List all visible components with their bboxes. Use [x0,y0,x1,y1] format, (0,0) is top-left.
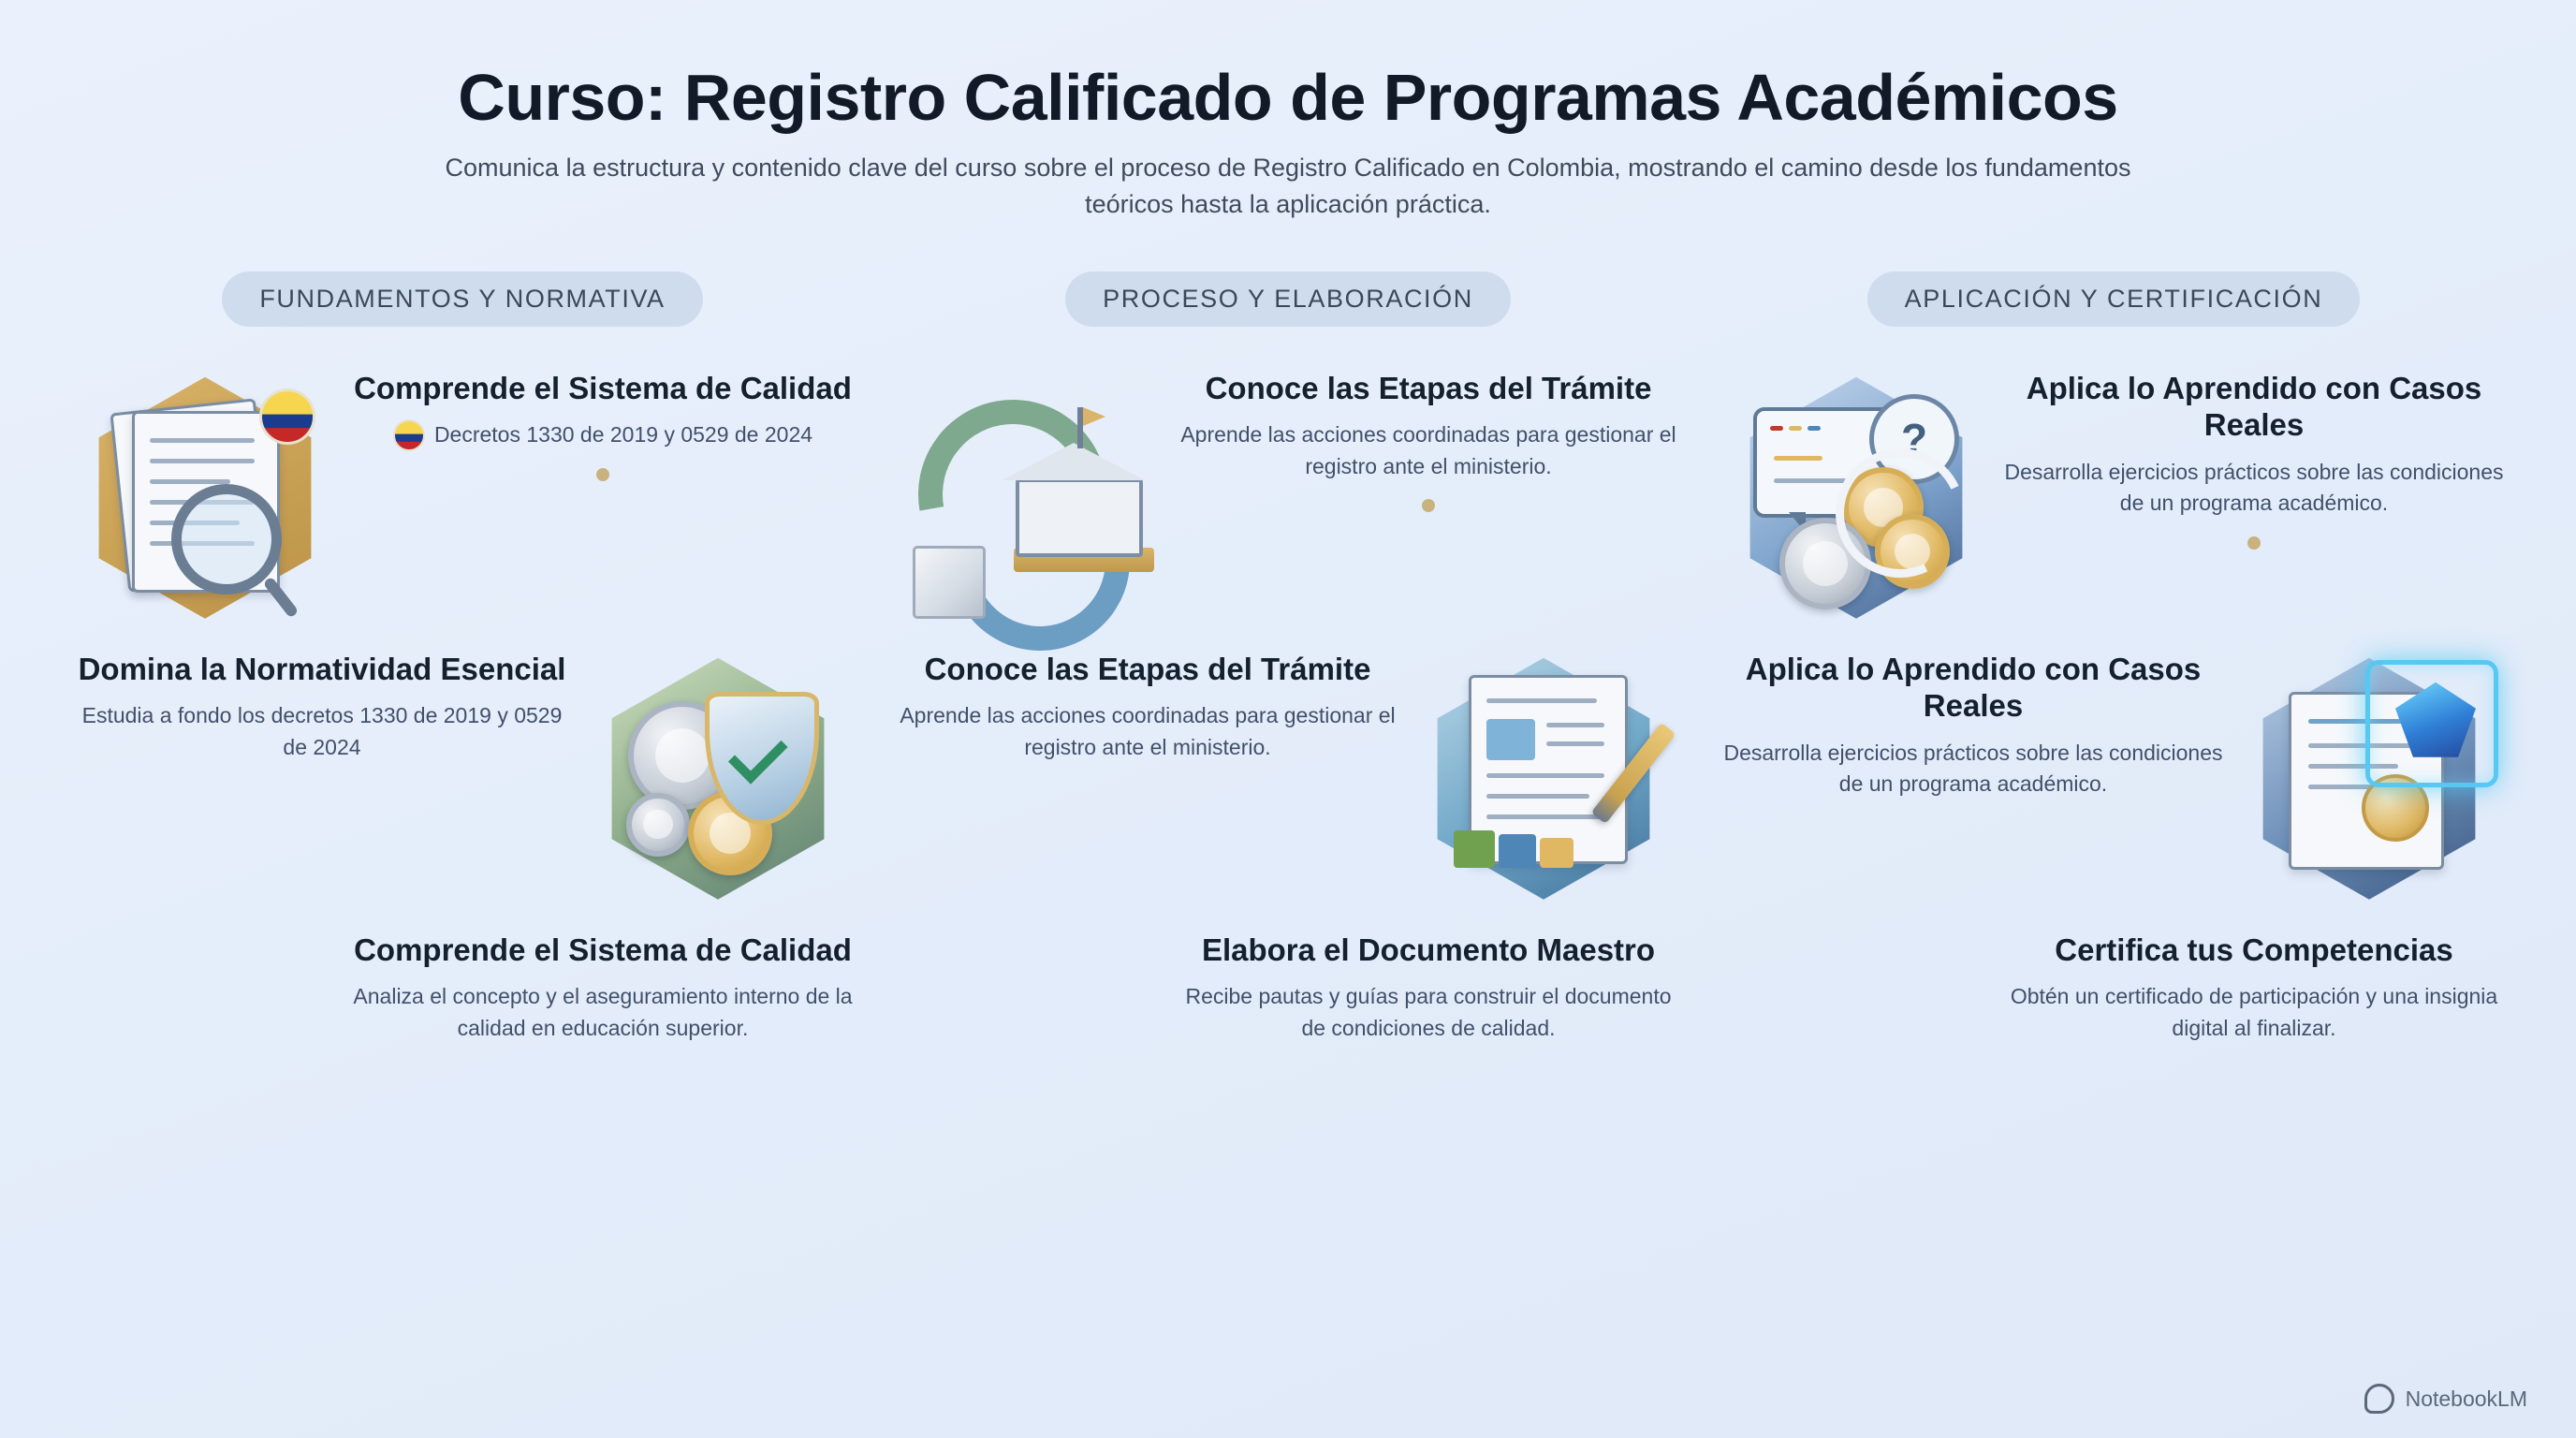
step-sistema-calidad-detalle [66,924,859,1044]
colombia-emblem-icon [393,419,425,451]
icon-cell [891,362,1172,634]
step-desc: Recibe pautas y guías para construir el documento de condiciones de calidad. [1185,984,1672,1040]
column-badge-aplicacion: APLICACIÓN Y CERTIFICACIÓN [1867,271,2361,327]
icon-cell [1717,362,1998,634]
step-documento-maestro [891,643,1685,915]
step-title: Elabora el Documento Maestro [1201,932,1656,967]
step-title: Conoce las Etapas del Trámite [924,651,1371,686]
step-title: Conoce las Etapas del Trámite [1205,370,1652,405]
step-etapas-tramite [891,362,1685,634]
text-cell [346,924,859,1044]
page-subtitle: Comunica la estructura y contenido clave del curso sobre el proceso de Registro Calificado en Colombia, mostrando el camino desde los fundamentos teóricos hasta la aplicación práctica. [445,153,2131,218]
text-cell [1998,362,2510,570]
block-cubes [1540,838,1573,868]
column-aplicacion [1717,271,2510,1053]
step-desc: Analiza el concepto y el aseguramiento interno de la calidad en educación superior. [353,984,853,1040]
step-note-text: Decretos 1330 de 2019 y 0529 de 2024 [433,422,813,448]
step-desc: Estudia a fondo los decretos 1330 de 2019 y 0529 de 2024 [81,703,563,759]
footer-brand [2364,1384,2527,1414]
icon-cell [66,362,346,634]
icon-cell [578,643,859,915]
step-sistema-calidad [66,643,859,915]
text-cell [66,643,578,763]
step-title: Comprende el Sistema de Calidad [354,932,852,967]
step-title: Domina la Normatividad Esencial [78,651,566,686]
question-mark-icon: ? [1869,394,1959,484]
step-desc: Aprende las acciones coordinadas para gestionar el registro ante el ministerio. [900,703,1396,759]
text-cell [346,362,859,503]
step-documento-maestro-detalle [891,924,1685,1044]
notebooklm-logo-icon [2364,1384,2394,1414]
step-note [352,419,854,451]
block-cubes [1499,834,1536,868]
step-desc: Obtén un certificado de participación y una insignia digital al finalizar. [2010,984,2498,1040]
text-cell [1998,924,2510,1044]
text-cell [891,643,1404,763]
step-desc: Aprende las acciones coordinadas para gestionar el registro ante el ministerio. [1180,422,1676,478]
connector-dot [2247,536,2261,550]
gears-shield-icon [583,643,855,915]
step-casos-reales [1717,362,2510,634]
colombia-emblem-icon [259,389,315,445]
column-badge-fundamentos: FUNDAMENTOS Y NORMATIVA [222,271,702,327]
block-cubes [1454,830,1495,868]
documents-magnifier-icon [70,362,342,634]
header [66,61,2510,223]
text-cell [1172,362,1685,533]
step-certifica-detalle [1717,924,2510,1044]
step-title: Aplica lo Aprendido con Casos Reales [2026,370,2482,443]
text-cell [1172,924,1685,1044]
connector-dot [1422,499,1435,512]
page-title: Curso: Registro Calificado de Programas Académicos [458,61,2118,134]
certificate-gem-icon [2234,643,2506,915]
icon-cell [1404,643,1685,915]
column-badge-proceso: PROCESO Y ELABORACIÓN [1065,271,1511,327]
icon-cell [2230,643,2510,915]
column-fundamentos [66,271,859,1053]
connector-dot [596,468,609,481]
footer-brand-label: NotebookLM [2405,1386,2527,1411]
document-pen-icon [1409,643,1680,915]
step-title: Aplica lo Aprendido con Casos Reales [1745,651,2202,724]
chat-gears-question-icon [1721,362,1993,634]
step-normatividad [66,362,859,634]
step-desc: Desarrolla ejercicios prácticos sobre las condiciones de un programa académico. [1723,740,2223,797]
column-proceso [891,271,1685,1053]
step-desc: Desarrolla ejercicios prácticos sobre las condiciones de un programa académico. [2004,459,2504,516]
process-arrows-institution-icon [896,362,1167,634]
step-certifica [1717,643,2510,915]
text-cell [1717,643,2230,800]
step-title: Comprende el Sistema de Calidad [354,370,852,405]
columns-container [66,271,2510,1053]
step-title: Certifica tus Competencias [2055,932,2453,967]
